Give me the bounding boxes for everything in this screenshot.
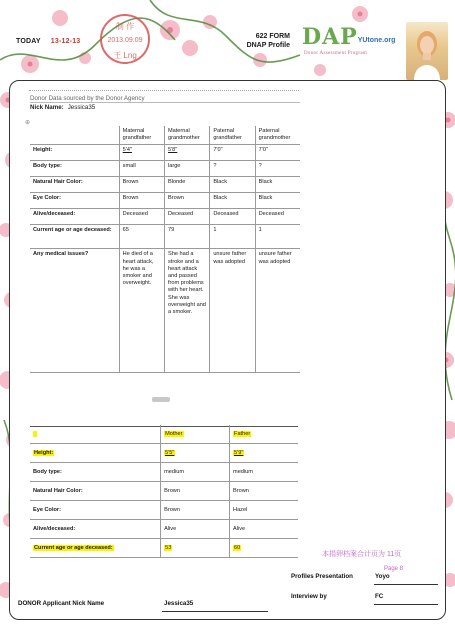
table-cell: Hazel: [230, 501, 298, 520]
woman-portrait-icon: [406, 22, 448, 80]
table-row: [30, 249, 300, 373]
table-cell: Brown: [164, 193, 209, 209]
scroll-marker-icon[interactable]: [152, 397, 170, 402]
father-header: Father: [234, 431, 251, 437]
height-label: Height:: [34, 450, 54, 456]
nick-name-line: [30, 104, 95, 111]
table-row: [30, 225, 300, 249]
logo-main: DAP: [302, 24, 358, 50]
nick-name-value: Jessica35: [67, 104, 96, 111]
table-cell: ?: [255, 161, 300, 177]
applicant-underline: [162, 611, 268, 612]
table-cell: 1: [210, 225, 255, 249]
interview-label: Interview by: [291, 593, 327, 600]
table-cell: 5'8": [164, 145, 209, 161]
mother-age: 53: [165, 545, 172, 551]
page-number: Page 8: [384, 566, 404, 572]
table-row: [30, 520, 298, 539]
table-cell: Brown: [119, 177, 164, 193]
table-cell: Alive: [161, 520, 230, 539]
row-label: Body type:: [30, 161, 119, 177]
interview-underline: [374, 604, 438, 605]
table-cell: Black: [255, 177, 300, 193]
table-cell: Deceased: [119, 209, 164, 225]
table-cell: Deceased: [164, 209, 209, 225]
logo-subtitle: Donor Assessment Program: [304, 51, 368, 56]
presentation-label: Profiles Presentation: [291, 573, 353, 580]
table-cell: 79: [164, 225, 209, 249]
table-cell: [161, 539, 230, 558]
table-cell: [230, 444, 298, 463]
source-line: Donor Data sourced by the Donor Agency: [30, 95, 145, 102]
table-cell: Brown: [230, 482, 298, 501]
table-row: [30, 444, 298, 463]
dap-logo: [302, 24, 404, 64]
row-label: Any medical issues?: [30, 249, 119, 373]
table-header-cell: [30, 425, 161, 444]
table-cell: medium: [161, 463, 230, 482]
table-cell: He died of a heart attack, he was a smoker and overweight.: [119, 249, 164, 373]
header-highlight-marker: [33, 431, 37, 437]
table-cell: Deceased: [210, 209, 255, 225]
mother-header: Mother: [165, 431, 183, 437]
form-number: 622 FORM: [255, 33, 290, 40]
table-cell: 65: [119, 225, 164, 249]
today-value: 13-12-13: [50, 38, 81, 45]
form-title: [228, 32, 290, 50]
document-top-border: [29, 90, 299, 91]
table-cell: [161, 444, 230, 463]
table-row: [30, 539, 298, 558]
table-row: [30, 145, 300, 161]
table-cell: Black: [210, 177, 255, 193]
table-cell: Brown: [161, 501, 230, 520]
grandparents-table: [30, 126, 300, 373]
stamp-line-3: 王 Lng: [113, 51, 137, 60]
table-cell: Brown: [119, 193, 164, 209]
table-cell: small: [119, 161, 164, 177]
table-header-cell: [230, 425, 298, 444]
table-cell: 1: [255, 225, 300, 249]
row-label: Eye Color:: [30, 501, 161, 520]
table-cell: 7'0": [210, 145, 255, 161]
table-row: [30, 177, 300, 193]
table-row: [30, 463, 298, 482]
table-cell: Blonde: [164, 177, 209, 193]
parents-table: [30, 425, 298, 558]
today-date: [16, 38, 80, 45]
table-row: [30, 161, 300, 177]
row-label: Alive/deceased:: [30, 520, 161, 539]
applicant-value: Jessica35: [164, 600, 194, 607]
table-row: [30, 501, 298, 520]
table-row: [30, 209, 300, 225]
table-cell: 5'4": [119, 145, 164, 161]
form-subtitle: DNAP Profile: [246, 42, 290, 49]
nick-name-label: Nick Name:: [30, 104, 64, 111]
source-divider: [30, 102, 300, 103]
table-header-row: [30, 425, 298, 444]
interview-value: FC: [375, 593, 384, 600]
table-header-row: [30, 126, 300, 145]
table-cell: Brown: [161, 482, 230, 501]
table-header-cell: [30, 126, 119, 145]
logo-you: YUtone.org: [357, 37, 396, 44]
table-cell: ?: [210, 161, 255, 177]
table-cell: Alive: [230, 520, 298, 539]
stamp-line-2: 2013.09.09: [107, 37, 143, 44]
table-row: [30, 482, 298, 501]
today-label: TODAY: [16, 38, 41, 45]
table-header-cell: Maternal grandmother: [164, 126, 209, 145]
row-label: Body type:: [30, 463, 161, 482]
presentation-underline: [374, 584, 438, 585]
row-label: Alive/deceased:: [30, 209, 119, 225]
row-label: [30, 539, 161, 558]
table-cell: She had a stroke and a heart attack and passed from problems with her heart. She was overweight and a smoker.: [164, 249, 209, 373]
page-count-note: 本捐卵档案合计页为 11页: [322, 551, 402, 558]
applicant-label: DONOR Applicant Nick Name: [18, 600, 105, 607]
father-age: 60: [234, 545, 241, 551]
row-label: Natural Hair Color:: [30, 177, 119, 193]
table-cell: Black: [210, 193, 255, 209]
table-move-handle-icon[interactable]: ⊕: [25, 120, 31, 126]
row-label: Natural Hair Color:: [30, 482, 161, 501]
table-cell: unsure father was adopted: [210, 249, 255, 373]
table-cell: large: [164, 161, 209, 177]
table-cell: Deceased: [255, 209, 300, 225]
row-label: Height:: [30, 145, 119, 161]
page-header: [0, 0, 455, 80]
table-row: [30, 193, 300, 209]
table-cell: Black: [255, 193, 300, 209]
table-cell: medium: [230, 463, 298, 482]
age-label: Current age or age deceased:: [34, 545, 113, 551]
donor-photo: [406, 22, 448, 80]
row-label: [30, 444, 161, 463]
father-height: 5'9": [234, 450, 244, 456]
stamp-seal: [100, 14, 150, 64]
mother-height: 5'5": [165, 450, 175, 456]
row-label: Eye Color:: [30, 193, 119, 209]
table-header-cell: [161, 425, 230, 444]
table-header-cell: Paternal grandmother: [255, 126, 300, 145]
table-header-cell: Maternal grandfather: [119, 126, 164, 145]
table-header-cell: Paternal grandfather: [210, 126, 255, 145]
table-cell: [230, 539, 298, 558]
table-cell: 7'0": [255, 145, 300, 161]
table-cell: unsure father was adopted: [255, 249, 300, 373]
row-label: Current age or age deceased:: [30, 225, 119, 249]
stamp-line-1: 制 作: [115, 22, 135, 31]
presentation-value: Yoyo: [375, 573, 390, 580]
